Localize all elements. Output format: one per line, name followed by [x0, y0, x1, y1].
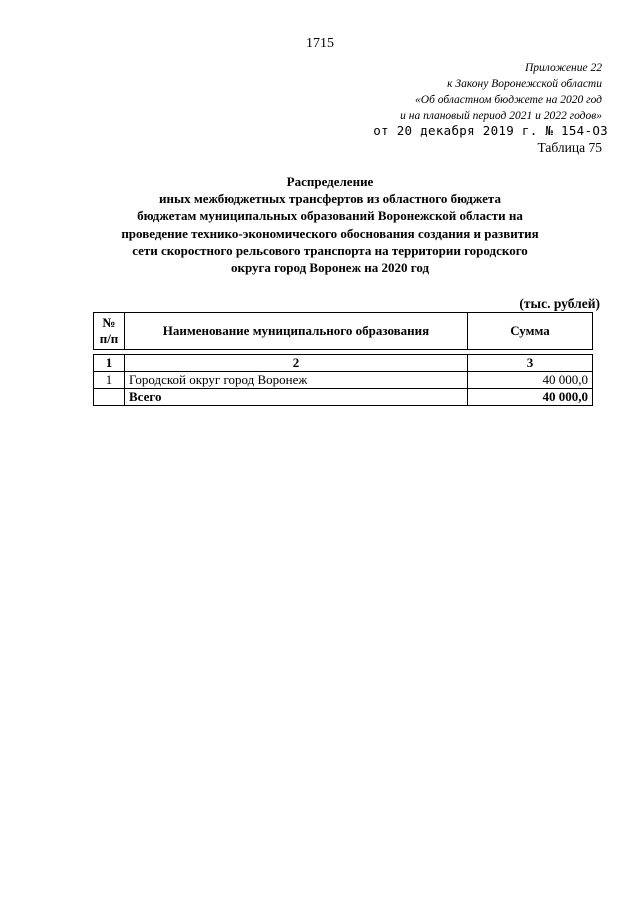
index-cell-3: 3 — [468, 355, 593, 372]
appendix-line-3: «Об областном бюджете на 2020 год — [415, 94, 602, 106]
header-num-line-2: п/п — [99, 331, 119, 346]
appendix-reference — [400, 60, 602, 124]
row-municipality: Городской округ город Воронеж — [125, 372, 468, 389]
currency-unit: (тыс. рублей) — [519, 296, 600, 311]
row-sum: 40 000,0 — [468, 372, 593, 389]
table-row — [94, 372, 593, 389]
appendix-line-2: к Закону Воронежской области — [447, 78, 602, 90]
total-num — [94, 389, 125, 406]
title-line-6: округа город Воронеж на 2020 год — [230, 260, 430, 276]
header-num — [94, 313, 125, 350]
law-date-stamp: от 20 декабря 2019 г. № 154-ОЗ — [373, 123, 608, 138]
appendix-line-4: и на плановый период 2021 и 2022 годов» — [400, 110, 602, 122]
index-cell-1: 1 — [94, 355, 125, 372]
title-line-1: Распределение — [286, 174, 374, 189]
title-line-4: проведение технико-экономического обоснования создания и развития — [121, 225, 539, 241]
table-header — [93, 312, 593, 350]
title-line-2: иных межбюджетных трансфертов из областного бюджета — [159, 191, 501, 207]
index-row — [94, 355, 593, 372]
total-row — [94, 389, 593, 406]
title-line-5: сети скоростного рельсового транспорта на территории городского — [132, 242, 528, 258]
distribution-table — [93, 354, 593, 406]
row-num: 1 — [94, 372, 125, 389]
index-cell-2: 2 — [125, 355, 468, 372]
total-label: Всего — [125, 389, 468, 406]
title-line-3: бюджетам муниципальных образований Воронежской области на — [137, 208, 523, 224]
document-title — [80, 173, 580, 276]
appendix-line-1: Приложение 22 — [524, 62, 602, 74]
page-number: 1715 — [306, 36, 334, 51]
header-name: Наименование муниципального образования — [125, 313, 468, 350]
header-sum: Сумма — [468, 313, 593, 350]
total-sum: 40 000,0 — [468, 389, 593, 406]
header-num-line-1: № — [102, 315, 116, 330]
table-number: Таблица 75 — [537, 140, 602, 155]
